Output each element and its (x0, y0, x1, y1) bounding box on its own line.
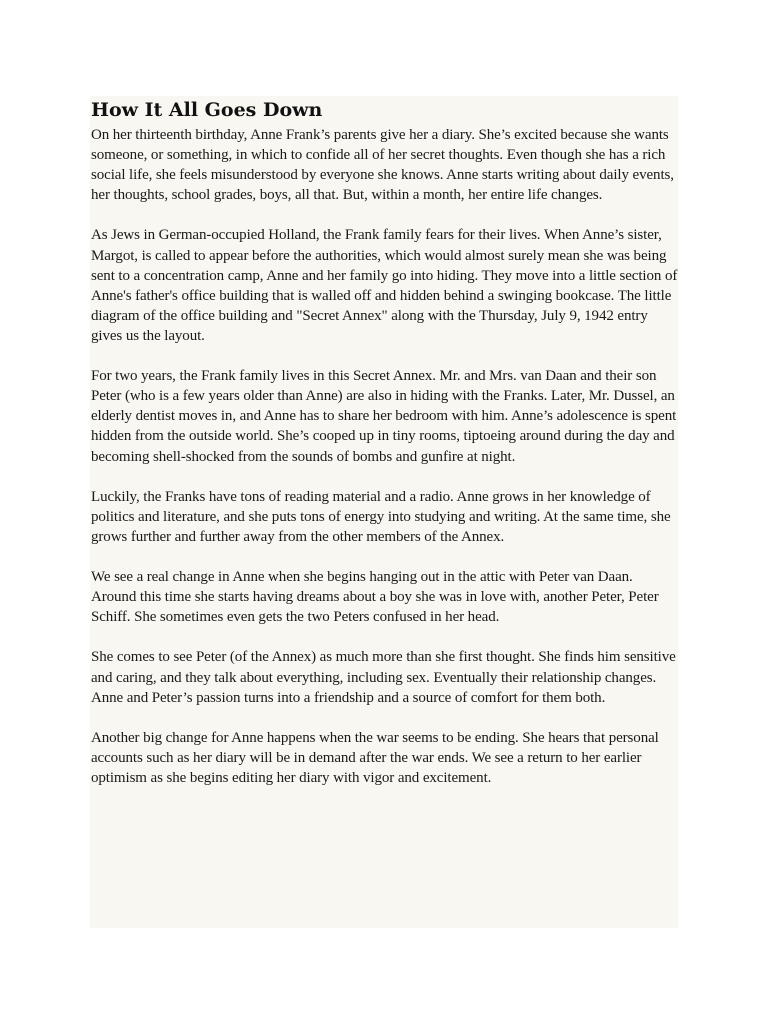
paragraph-1: On her thirteenth birthday, Anne Frank’s parents give her a diary. She’s excited because she wants someone, or something, in which to confide all of her secret thoughts. Even though she has a rich social life, she feels misunderstood by everyone she knows. Anne starts writing about daily events, her thoughts, school grades, boys, all that. But, within a month, her entire life changes. (91, 127, 674, 204)
paragraph-6: She comes to see Peter (of the Annex) as much more than she first thought. She finds him sensitive and caring, and they talk about everything, including sex. Eventually their relationship changes. Anne and Peter’s passion turns into a friendship and a source of comfort for them both. (91, 649, 676, 706)
paragraph-7: Another big change for Anne happens when the war seems to be ending. She hears that personal accounts such as her diary will be in demand after the war ends. We see a return to her earlier optimism as she begins editing her diary with vigor and excitement. (91, 729, 659, 786)
article-panel (90, 96, 678, 928)
paragraph-3: For two years, the Frank family lives in this Secret Annex. Mr. and Mrs. van Daan and their son Peter (who is a few years older than Anne) are also in hiding with the Franks. Later, Mr. Dussel, an elderly dentist moves in, and Anne has to share her bedroom with him. Anne’s adolescence is spent hidden from the outside world. She’s cooped up in tiny rooms, tiptoeing around during the day and becoming shell-shocked from the sounds of bombs and gunfire at night. (91, 368, 677, 465)
article-body (91, 125, 679, 808)
paragraph-4: Luckily, the Franks have tons of reading material and a radio. Anne grows in her knowledge of politics and literature, and she puts tons of energy into studying and writing. At the same time, she grows further and further away from the other members of the Annex. (91, 488, 671, 545)
paragraph-5: We see a real change in Anne when she begins hanging out in the attic with Peter van Daan. Around this time she starts having dreams about a boy she was in love with, another Peter, Peter Schiff. She sometimes even gets the two Peters confused in her head. (91, 569, 659, 626)
article-heading: How It All Goes Down (91, 99, 323, 121)
paragraph-2: As Jews in German-occupied Holland, the Frank family fears for their lives. When Anne’s sister, Margot, is called to appear before the authorities, which would almost surely mean she was being sent to a concentration camp, Anne and her family go into hiding. They move into a little section of Anne's father's office building that is walled off and hidden behind a swinging bookcase. The little diagram of the office building and "Secret Annex" along with the Thursday, July 9, 1942 entry gives us the layout. (91, 227, 678, 344)
